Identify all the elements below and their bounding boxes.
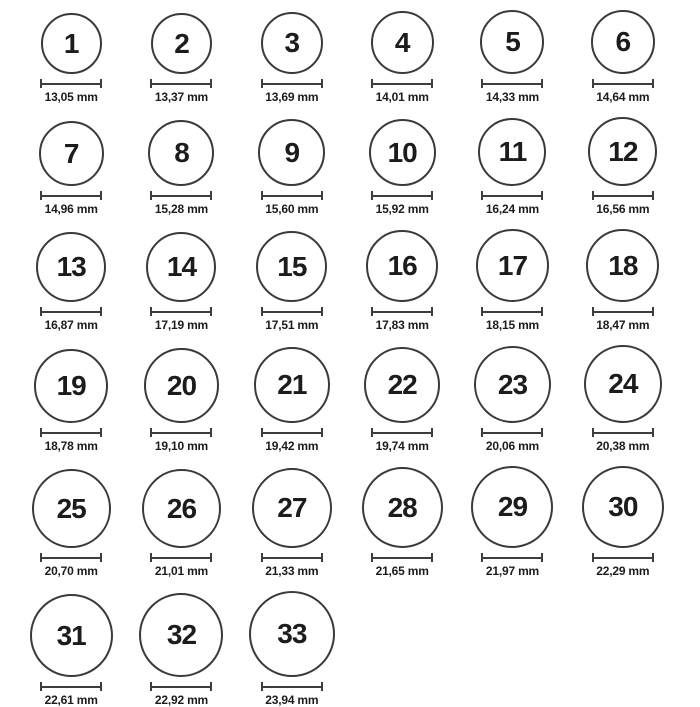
ring-size-number: 9 <box>284 136 300 168</box>
ring-size-number: 26 <box>166 492 197 524</box>
ring-size-cell <box>586 229 659 332</box>
ring-size-cell <box>588 117 657 216</box>
ring-circle <box>39 121 104 186</box>
ring-circle <box>364 347 440 423</box>
measure-line <box>371 191 433 200</box>
ring-size-number: 27 <box>277 492 307 523</box>
ring-size-cell <box>34 349 108 453</box>
ring-size-cell <box>478 118 546 216</box>
measure-line <box>371 428 433 437</box>
ring-size-cell <box>371 11 434 104</box>
measure-line <box>592 79 654 88</box>
diameter-label: 19,74 mm <box>375 439 429 453</box>
ring-circle <box>254 347 330 423</box>
ring-size-cell <box>39 121 104 216</box>
ring-size-cell <box>584 345 662 453</box>
ring-circle <box>588 117 657 186</box>
ring-size-number: 28 <box>387 491 417 523</box>
ring-size-number: 15 <box>277 250 307 282</box>
ring-circle <box>591 10 655 74</box>
diameter-label: 15,28 mm <box>154 202 209 216</box>
ring-size-number: 1 <box>63 27 79 59</box>
ring-size-cell <box>582 466 664 578</box>
diameter-label: 20,06 mm <box>485 439 540 453</box>
ring-circle <box>151 13 212 74</box>
ring-size-cell <box>32 469 111 578</box>
ring-size-cell <box>480 10 544 104</box>
measure-line <box>261 191 323 200</box>
ring-size-number: 18 <box>608 249 638 281</box>
ring-size-cell <box>474 346 551 453</box>
ring-circle <box>36 232 106 302</box>
diameter-label: 19,42 mm <box>265 439 319 453</box>
diameter-label: 23,94 mm <box>265 693 319 707</box>
ring-size-number: 33 <box>277 618 307 649</box>
diameter-label: 14,96 mm <box>44 202 98 216</box>
ring-circle <box>249 591 335 677</box>
measure-line <box>40 682 102 691</box>
ring-size-cell <box>261 12 323 104</box>
ring-size-cell <box>139 593 223 707</box>
measure-line <box>592 553 654 562</box>
measure-line <box>371 553 433 562</box>
measure-line <box>481 191 543 200</box>
ring-size-number: 32 <box>166 619 197 650</box>
measure-line <box>150 307 212 316</box>
ring-circle <box>480 10 544 74</box>
ring-size-number: 19 <box>56 370 86 401</box>
diameter-label: 21,01 mm <box>154 564 209 578</box>
ring-size-number: 14 <box>166 251 197 282</box>
ring-circle <box>362 467 443 548</box>
measure-line <box>261 307 323 316</box>
diameter-label: 15,92 mm <box>375 202 429 216</box>
diameter-label: 15,60 mm <box>265 202 319 216</box>
ring-size-cell <box>476 229 549 332</box>
measure-line <box>150 79 212 88</box>
ring-size-number: 24 <box>608 368 638 399</box>
measure-line <box>40 191 102 200</box>
ring-circle <box>32 469 111 548</box>
ring-size-number: 5 <box>505 26 520 57</box>
ring-size-cell <box>144 348 219 453</box>
ring-circle <box>476 229 549 302</box>
ring-size-cell <box>471 466 553 578</box>
ring-size-number: 6 <box>615 26 631 57</box>
ring-size-cell <box>252 468 332 578</box>
ring-circle <box>34 349 108 423</box>
ring-circle <box>256 231 327 302</box>
ring-size-cell <box>150 13 212 104</box>
ring-size-number: 31 <box>56 619 86 651</box>
measure-line <box>40 307 102 316</box>
ring-size-number: 29 <box>497 491 528 522</box>
ring-size-cell <box>142 469 221 578</box>
ring-size-cell <box>591 10 655 104</box>
measure-line <box>261 79 323 88</box>
measure-line <box>150 191 212 200</box>
ring-circle <box>584 345 662 423</box>
diameter-label: 13,05 mm <box>44 90 98 104</box>
ring-size-number: 13 <box>56 251 86 282</box>
ring-circle <box>478 118 546 186</box>
ring-circle <box>258 119 325 186</box>
diameter-label: 17,19 mm <box>154 318 209 332</box>
ring-size-number: 17 <box>497 249 528 281</box>
measure-line <box>592 307 654 316</box>
diameter-label: 18,78 mm <box>44 439 98 453</box>
diameter-label: 14,33 mm <box>485 90 540 104</box>
diameter-label: 14,64 mm <box>596 90 650 104</box>
measure-line <box>371 307 433 316</box>
ring-circle <box>146 232 216 302</box>
diameter-label: 18,15 mm <box>485 318 540 332</box>
ring-circle <box>474 346 551 423</box>
measure-line <box>481 307 543 316</box>
ring-size-cell <box>146 232 216 332</box>
ring-circle <box>369 119 436 186</box>
diameter-label: 17,51 mm <box>265 318 319 332</box>
ring-size-number: 11 <box>498 136 527 167</box>
ring-size-cell <box>254 347 330 453</box>
measure-line <box>481 553 543 562</box>
ring-size-cell <box>366 230 438 332</box>
measure-line <box>371 79 433 88</box>
ring-size-cell <box>36 232 106 332</box>
ring-circle <box>30 594 113 677</box>
diameter-label: 20,38 mm <box>596 439 650 453</box>
ring-size-number: 25 <box>56 492 86 524</box>
ring-size-number: 8 <box>174 137 189 168</box>
ring-size-number: 30 <box>608 491 638 522</box>
diameter-label: 21,65 mm <box>375 564 429 578</box>
measure-line <box>40 553 102 562</box>
diameter-label: 22,92 mm <box>154 693 209 707</box>
ring-size-number: 23 <box>497 368 528 400</box>
measure-line <box>40 428 102 437</box>
diameter-label: 21,33 mm <box>265 564 319 578</box>
diameter-label: 22,29 mm <box>596 564 650 578</box>
measure-line <box>261 428 323 437</box>
ring-size-number: 20 <box>166 369 197 401</box>
diameter-label: 16,87 mm <box>44 318 98 332</box>
ring-size-cell <box>249 591 335 707</box>
diameter-label: 13,37 mm <box>154 90 209 104</box>
ring-size-cell <box>256 231 327 332</box>
measure-line <box>150 553 212 562</box>
ring-size-number: 3 <box>284 27 300 58</box>
ring-circle <box>586 229 659 302</box>
ring-size-cell <box>148 120 214 216</box>
ring-circle <box>144 348 219 423</box>
ring-circle <box>371 11 434 74</box>
diameter-label: 20,70 mm <box>44 564 98 578</box>
diameter-label: 18,47 mm <box>596 318 650 332</box>
diameter-label: 13,69 mm <box>265 90 319 104</box>
measure-line <box>481 79 543 88</box>
ring-circle <box>252 468 332 548</box>
measure-line <box>261 553 323 562</box>
ring-circle <box>41 13 102 74</box>
ring-size-number: 21 <box>277 369 307 400</box>
ring-size-number: 4 <box>394 26 410 58</box>
ring-size-cell <box>362 467 443 578</box>
ring-size-number: 22 <box>387 369 417 400</box>
measure-line <box>592 428 654 437</box>
ring-size-cell <box>30 594 113 707</box>
ring-size-number: 2 <box>174 27 189 59</box>
ring-size-number: 16 <box>387 250 417 281</box>
ring-size-number: 7 <box>63 137 79 169</box>
diameter-label: 21,97 mm <box>485 564 540 578</box>
ring-circle <box>139 593 223 677</box>
diameter-label: 16,56 mm <box>596 202 650 216</box>
ring-size-cell <box>258 119 325 216</box>
ring-size-cell <box>369 119 436 216</box>
diameter-label: 14,01 mm <box>375 90 429 104</box>
ring-size-cell <box>40 13 102 104</box>
ring-circle <box>471 466 553 548</box>
diameter-label: 16,24 mm <box>485 202 540 216</box>
diameter-label: 19,10 mm <box>154 439 209 453</box>
ring-circle <box>261 12 323 74</box>
measure-line <box>261 682 323 691</box>
ring-circle <box>582 466 664 548</box>
measure-line <box>592 191 654 200</box>
measure-line <box>40 79 102 88</box>
ring-circle <box>366 230 438 302</box>
measure-line <box>150 428 212 437</box>
measure-line <box>481 428 543 437</box>
ring-size-number: 10 <box>387 136 417 168</box>
measure-line <box>150 682 212 691</box>
diameter-label: 17,83 mm <box>375 318 429 332</box>
ring-circle <box>148 120 214 186</box>
ring-size-cell <box>364 347 440 453</box>
ring-size-number: 12 <box>608 135 638 167</box>
diameter-label: 22,61 mm <box>44 693 98 707</box>
ring-circle <box>142 469 221 548</box>
ring-size-grid <box>16 10 678 707</box>
